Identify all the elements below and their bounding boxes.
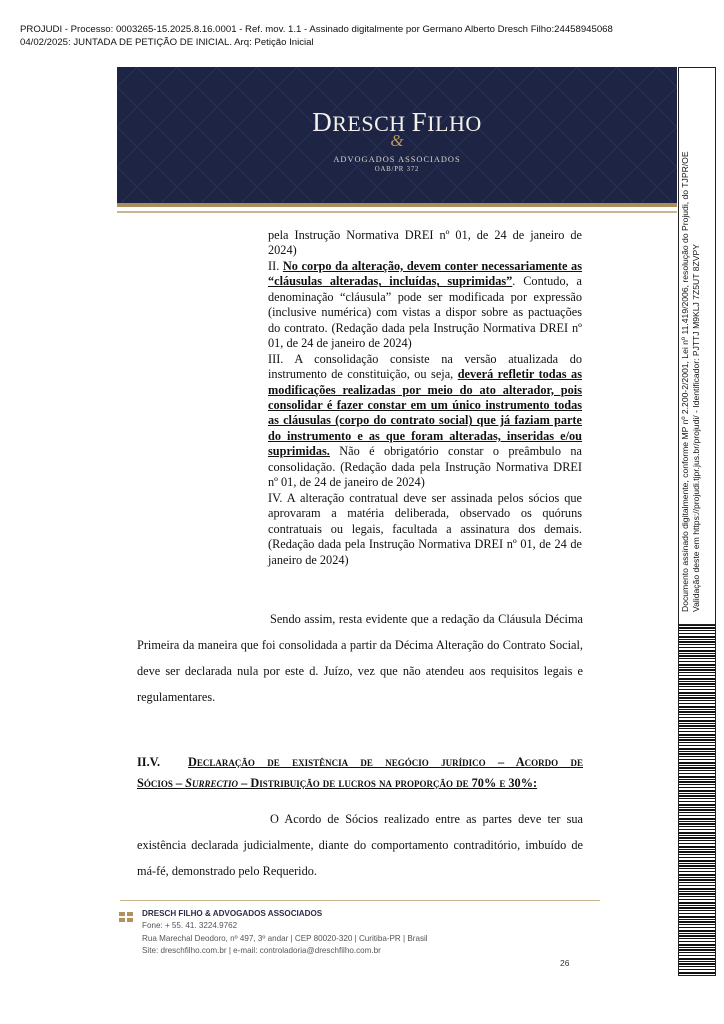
quote-item-ii: II. No corpo da alteração, devem conter necessariamente as “cláusulas alteradas, incluídas, suprimidas”. Contudo, a denominação “cláusula” pode ser modificada por expressão (inclusive numérica) com vistas a dispor sobre as pactuações do contrato. (Redação dada pela Instrução Normativa DREI nº 01, de 24 de janeiro de 2024): [268, 258, 582, 351]
footer-phone: Fone: + 55. 41. 3224.9762: [142, 921, 238, 931]
process-header-line1: PROJUDI - Processo: 0003265-15.2025.8.16.0001 - Ref. mov. 1.1 - Assinado digitalmente por Germano Alberto Dresch Filho:24458945068: [20, 24, 613, 35]
quote-p1: pela Instrução Normativa DREI nº 01, de 24 de janeiro de 2024): [268, 228, 582, 258]
section-heading: [137, 752, 583, 794]
side-note-line1: Documento assinado digitalmente, conforme MP nº 2.200-2/2001, Lei nº 11.419/2006, resolução do Projudi, do TJPR/OE: [680, 151, 690, 612]
section-title-line1: Declaração de existência de negócio jurídico – Acordo de: [188, 755, 583, 769]
letterhead-footer: [142, 908, 428, 957]
quote-item-iv: IV. A alteração contratual deve ser assinada pelos sócios que aprovaram a matéria deliberada, observado os quóruns contratuais ou legais, facultada a assinatura dos demais. (Redação dada pela Instrução Normativa DREI nº 01, de 24 de janeiro de 2024): [268, 490, 582, 567]
body-paragraph-1: Sendo assim, resta evidente que a redação da Cláusula Décima Primeira da maneira que foi consolidada a partir da Décima Alteração do Contrato Social, deve ser declarada nula por este d. Juízo, vez que não atendeu aos requisitos legais e regulamentares.: [137, 612, 583, 704]
footer-logo-icon: [119, 912, 135, 922]
letterhead-banner: [117, 67, 677, 207]
footer-rule: [120, 900, 600, 901]
brand-ampersand: &: [390, 131, 404, 150]
footer-firm: DRESCH FILHO & ADVOGADOS ASSOCIADOS: [142, 909, 323, 918]
body-paragraph-2: O Acordo de Sócios realizado entre as partes deve ter sua existência declarada judicialmente, diante do comportamento contraditório, imbuído de má-fé, demonstrado pelo Requerido.: [137, 812, 583, 878]
side-note-line2: Validação deste em https://projudi.tjpr.jus.br/projudi/ - Identificador: PJTTJ M9KLJ 7Z5UT 8ZVPY: [691, 244, 701, 612]
footer-address: Rua Marechal Deodoro, nº 497, 3º andar | CEP 80020-320 | Curitiba-PR | Brasil: [142, 933, 428, 943]
legal-quote: [268, 228, 582, 568]
section-number: II.V.: [137, 755, 161, 769]
brand-oab: OAB/PR 372: [374, 166, 420, 173]
banner-gold-stripe: [117, 203, 677, 207]
banner-rule: [117, 211, 677, 213]
quote-item-iii: III. A consolidação consiste na versão atualizada do instrumento de constituição, ou seja, deverá refletir todas as modificações realizadas por meio do ato alterador, pois consolidar é fazer constar em um único instrumento todas as cláusulas (corpo do contrato social) que já faziam parte do instrumento e as que foram alteradas, inseridas e/ou suprimidas. Não é obrigatório constar o preâmbulo na consolidação. (Redação dada pela Instrução Normativa DREI nº 01, de 24 de janeiro de 2024): [268, 351, 582, 490]
page-number: 26: [560, 958, 570, 968]
brand-subtitle: ADVOGADOS ASSOCIADOS: [333, 155, 461, 164]
validation-barcode: [678, 624, 716, 976]
footer-contact: Site: dreschfilho.com.br | e-mail: controladoria@dreschfilho.com.br: [142, 945, 381, 955]
section-title-line2: Sócios – Surrectio – Distribuição de lucros na proporção de 70% e 30%:: [137, 776, 538, 790]
process-header-line2: 04/02/2025: JUNTADA DE PETIÇÃO DE INICIAL. Arq: Petição Inicial: [20, 36, 314, 48]
side-signature-note: [680, 72, 702, 612]
brand-logo-text: DRESCH FILHO: [312, 107, 482, 137]
process-header: [20, 24, 660, 49]
